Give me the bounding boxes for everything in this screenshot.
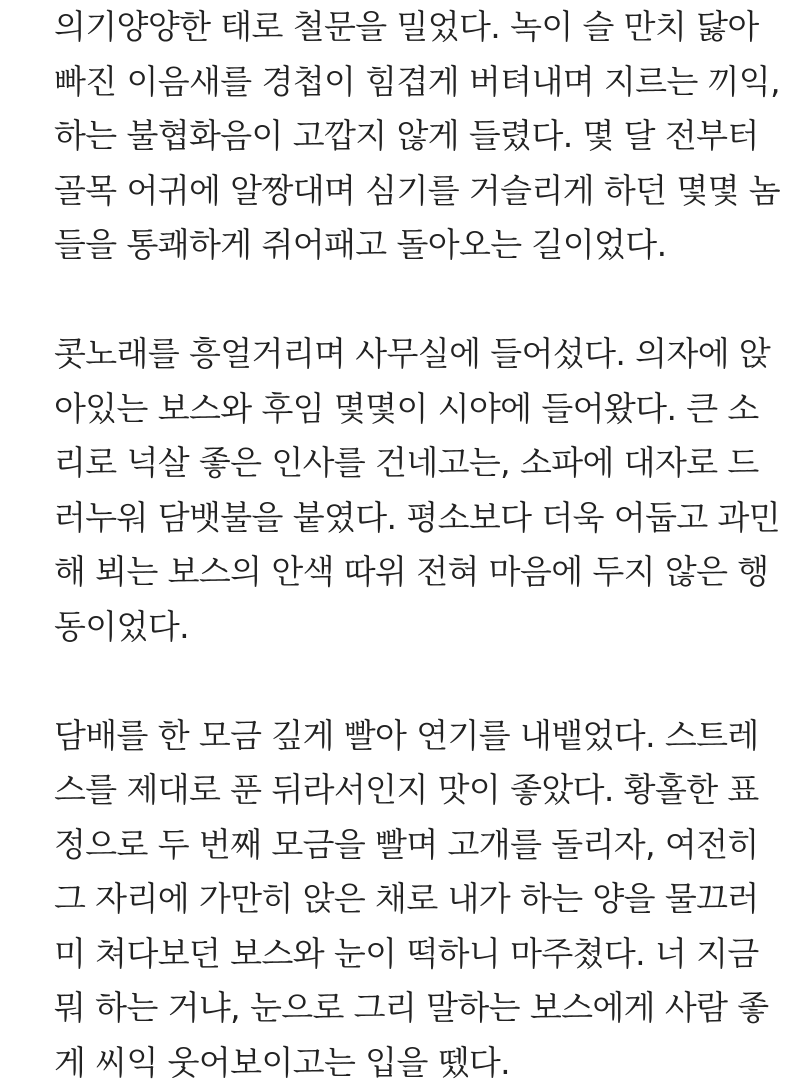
paragraph-3 [54,709,760,1090]
paragraph-spacer [54,273,760,328]
text-line: 그 자리에 가만히 앉은 채로 내가 하는 양을 물끄러 [54,872,760,927]
text-line: 의기양양한 태로 철문을 밀었다. 녹이 슬 만치 닳아 [54,0,760,55]
text-line: 빠진 이음새를 경첩이 힘겹게 버텨내며 지르는 끼익, [54,55,760,110]
text-line: 러누워 담뱃불을 붙였다. 평소보다 더욱 어둡고 과민 [54,491,760,546]
text-line: 해 뵈는 보스의 안색 따위 전혀 마음에 두지 않은 행 [54,545,760,600]
text-line: 담배를 한 모금 깊게 빨아 연기를 내뱉었다. 스트레 [54,709,760,764]
text-line: 정으로 두 번째 모금을 빨며 고개를 돌리자, 여전히 [54,818,760,873]
text-line: 들을 통쾌하게 쥐어패고 돌아오는 길이었다. [54,218,760,273]
text-line: 동이었다. [54,600,760,655]
paragraph-1 [54,0,760,273]
text-line: 아있는 보스와 후임 몇몇이 시야에 들어왔다. 큰 소 [54,382,760,437]
text-line: 리로 넉살 좋은 인사를 건네고는, 소파에 대자로 드 [54,436,760,491]
paragraph-spacer [54,654,760,709]
text-line: 콧노래를 흥얼거리며 사무실에 들어섰다. 의자에 앉 [54,327,760,382]
text-line: 하는 불협화음이 고깝지 않게 들렸다. 몇 달 전부터 [54,109,760,164]
text-line: 스를 제대로 푼 뒤라서인지 맛이 좋았다. 황홀한 표 [54,763,760,818]
text-line: 미 쳐다보던 보스와 눈이 떡하니 마주쳤다. 너 지금 [54,927,760,982]
text-line: 게 씨익 웃어보이고는 입을 뗐다. [54,1036,760,1090]
text-line: 뭐 하는 거냐, 눈으로 그리 말하는 보스에게 사람 좋 [54,981,760,1036]
paragraph-2 [54,327,760,654]
text-line: 골목 어귀에 알짱대며 심기를 거슬리게 하던 몇몇 놈 [54,164,760,219]
